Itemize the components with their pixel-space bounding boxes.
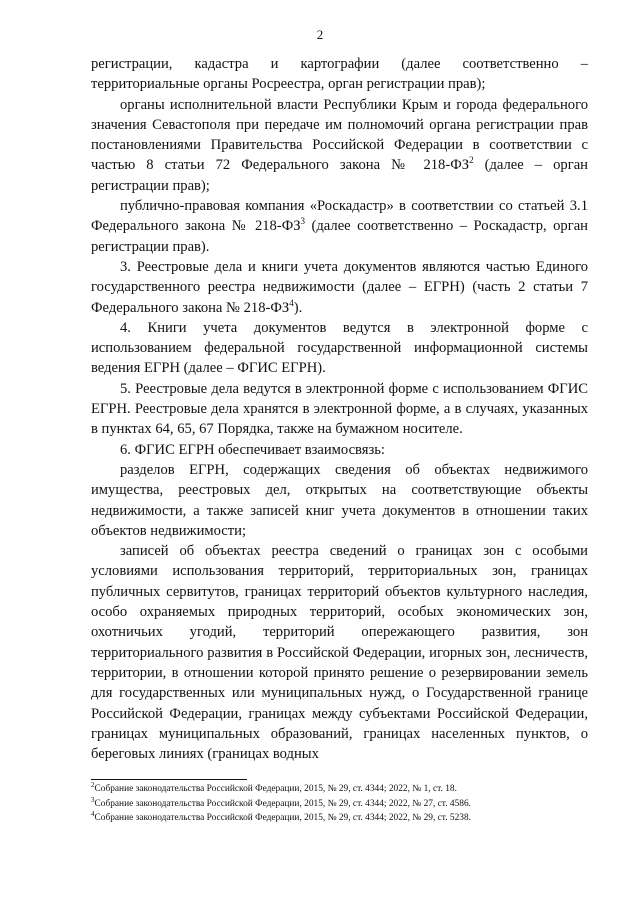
- footnote-number: 3: [91, 795, 95, 804]
- footnote: [91, 797, 588, 812]
- paragraph: [91, 318, 588, 379]
- paragraph: [91, 196, 588, 257]
- paragraph: [91, 95, 588, 196]
- paragraph-text: 3. Реестровые дела и книги учета документов являются частью Единого государственного реестра недвижимости (далее – ЕГРН) (часть 2 статьи 7 Федерального закона № 218-ФЗ: [91, 258, 588, 316]
- paragraph-text: разделов ЕГРН, содержащих сведения об объектах недвижимого имущества, реестровых дел, открытых на соответствующие объекты недвижимости, а также записей книг учета документов в отношении таких объектов недвижимости;: [91, 461, 588, 539]
- paragraph-text: ).: [293, 299, 303, 316]
- footnote: [91, 782, 588, 797]
- paragraph: [91, 54, 588, 95]
- paragraph-text: (далее – орган регистрации прав);: [91, 157, 588, 194]
- paragraph: [91, 440, 588, 460]
- paragraph-text: 6. ФГИС ЕГРН обеспечивает взаимосвязь:: [120, 441, 385, 458]
- footnotes: [91, 782, 588, 826]
- paragraph-text: (далее соответственно – Роскадастр, орган регистрации прав).: [91, 218, 588, 255]
- footnote-ref: 2: [469, 155, 474, 166]
- footnote-text: Собрание законодательства Российской Федерации, 2015, № 29, ст. 4344; 2022, № 29, ст. 5238.: [94, 813, 471, 823]
- paragraph: [91, 257, 588, 318]
- footnote-number: 4: [91, 809, 95, 818]
- paragraph-text: органы исполнительной власти Республики Крым и города федерального значения Севастополя при передаче им полномочий органа регистрации прав постановлениями Правительства Российской Федерации в соответствии с частью 8 статьи 72 Федерального закона № 218-ФЗ: [91, 96, 588, 174]
- paragraph: [91, 460, 588, 541]
- paragraph-text: регистрации, кадастра и картографии (далее соответственно – территориальные органы Росреестра, орган регистрации прав);: [91, 56, 588, 93]
- footnote-number: 2: [91, 780, 95, 789]
- footnote-ref: 3: [300, 216, 306, 227]
- paragraph-text: публично-правовая компания «Роскадастр» в соответствии со статьей 3.1 Федерального закона № 218-ФЗ: [91, 198, 588, 235]
- footnote-separator: [91, 779, 247, 780]
- paragraph-text: записей об объектах реестра сведений о границах зон с особыми условиями использования территорий, территориальных зон, границах публичных сервитутов, границах территорий объектов культурного наследия, особо охраняемых природных территорий, особых экономических зон, охотничьих угодий, территорий опережающего развития, зон территориального развития в Российской Федерации, игорных зон, лесничеств, территории, в отношении которой принято решение о резервировании земель для государственных или муниципальных нужд, о Государственной границе Российской Федерации, границах между субъектами Российской Федерации, границах муниципальных образований, границах населенных пунктов, о береговых линиях (границах водных: [91, 543, 588, 763]
- paragraph: [91, 379, 588, 440]
- footnote: [91, 811, 588, 826]
- footnote-text: Собрание законодательства Российской Федерации, 2015, № 29, ст. 4344; 2022, № 27, ст. 4586.: [94, 798, 471, 809]
- paragraph-text: 5. Реестровые дела ведутся в электронной форме с использованием ФГИС ЕГРН. Реестровые дела хранятся в электронной форме, а в случаях, указанных в пунктах 64, 65, 67 Порядка, также на бумажном носителе.: [91, 380, 588, 438]
- body-text: [91, 54, 588, 764]
- paragraph: [91, 541, 588, 764]
- footnote-text: Собрание законодательства Российской Федерации, 2015, № 29, ст. 4344; 2022, № 1, ст. 18.: [94, 784, 457, 794]
- footnote-ref: 4: [289, 297, 294, 308]
- page-number: 2: [316, 27, 324, 42]
- paragraph-text: 4. Книги учета документов ведутся в электронной форме с использованием федеральной государственной информационной системы ведения ЕГРН (далее – ФГИС ЕГРН).: [91, 319, 588, 377]
